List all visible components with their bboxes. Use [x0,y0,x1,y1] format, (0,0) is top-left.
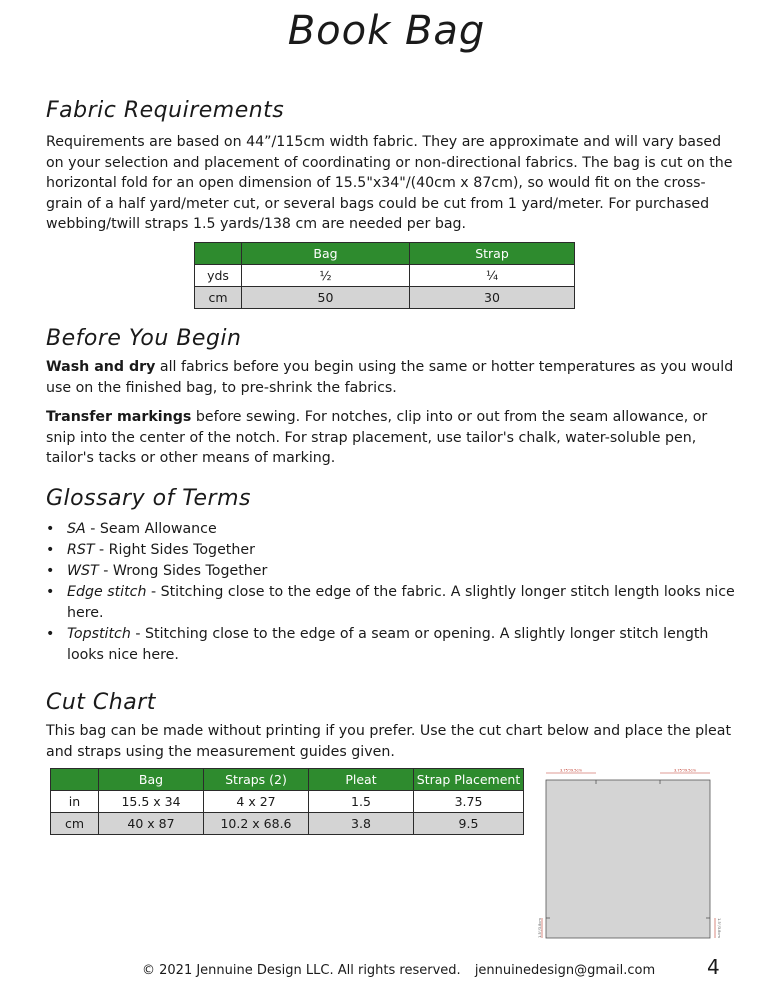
table-cell: 10.2 x 68.6 [204,813,309,835]
fabric-requirements-heading: Fabric Requirements [46,98,285,123]
transfer-bold-text: Transfer markings [46,409,192,425]
table-header-row [195,243,575,265]
glossary-term: SA [67,521,86,537]
table-header-cell: Pleat [309,769,414,791]
list-item [46,624,736,666]
table-cell: 40 x 87 [99,813,204,835]
glossary-definition: - Seam Allowance [85,521,217,537]
right-strap-placement-label: 3.75"/9.5cm [673,768,697,773]
table-cell: cm [195,287,242,309]
cut-chart-text: This bag can be made without printing if you prefer. Use the cut chart below and place the pleat and straps using the measurement guides given. [46,723,732,760]
table-row [195,265,575,287]
glossary-term: Topstitch [67,626,131,642]
table-cell: 15.5 x 34 [99,791,204,813]
table-header-cell [51,769,99,791]
glossary-definition: - Stitching close to the edge of a seam or opening. A slightly longer stitch length looks nice here. [67,626,709,663]
table-header-cell: Strap Placement [414,769,524,791]
table-cell: yds [195,265,242,287]
table-header-cell: Bag [242,243,410,265]
glossary-heading: Glossary of Terms [46,486,251,511]
page-title: Book Bag [287,8,486,54]
wash-bold-text: Wash and dry [46,359,156,375]
bag-cut-diagram [539,768,723,944]
table-row [51,791,524,813]
table-cell: 3.75 [414,791,524,813]
table-header-cell: Bag [99,769,204,791]
glossary-definition: - Right Sides Together [94,542,255,558]
glossary-term: WST [67,563,99,579]
table-cell: 9.5 [414,813,524,835]
cut-chart-heading: Cut Chart [46,690,156,715]
table-cell: 30 [410,287,575,309]
table-cell: in [51,791,99,813]
table-header-cell [195,243,242,265]
cut-chart-table [50,768,524,835]
table-header-row [51,769,524,791]
table-cell: 4 x 27 [204,791,309,813]
glossary-definition: - Stitching close to the edge of the fabric. A slightly longer stitch length looks nice here. [67,584,735,621]
table-cell: 1.5 [309,791,414,813]
glossary-term: Edge stitch [67,584,147,600]
table-row [51,813,524,835]
glossary-list [46,519,736,666]
table-row [195,287,575,309]
table-cell: cm [51,813,99,835]
before-you-begin-heading: Before You Begin [46,326,242,351]
table-header-cell: Straps (2) [204,769,309,791]
page-number: 4 [707,955,720,979]
glossary-term: RST [67,542,95,558]
glossary-definition: - Wrong Sides Together [98,563,268,579]
fabric-requirements-text: Requirements are based on 44”/115cm width fabric. They are approximate and will vary based on your selection and placement of coordinating or non-directional fabrics. The bag is cut on the horizontal fold for an open dimension of 15.5"x34"/(40cm x 87cm), so would fit on the cross-grain of a half yard/meter cut, or several bags could be cut from 1 yard/meter. For purchased webbing/twill straps 1.5 yards/138 cm are needed per bag. [46,134,733,232]
right-pleat-label: 1.5"/3.8cm [717,918,721,938]
left-pleat-label: 1.5"/3.8cm [538,918,542,938]
copyright-text: © 2021 Jennuine Design LLC. All rights reserved. [142,963,461,978]
email-link[interactable]: jennuinedesign@gmail.com [474,963,656,978]
bag-panel [546,780,710,938]
transfer-paragraph [46,407,734,469]
table-cell: ¼ [410,265,575,287]
table-cell: ½ [242,265,410,287]
wash-paragraph [46,357,734,398]
wash-text: all fabrics before you begin using the same or hotter temperatures as you would use on the finished bag, to pre-shrink the fabrics. [46,359,734,396]
list-item [46,519,736,540]
fabric-requirements-table [194,242,575,309]
footer [142,963,655,978]
table-cell: 3.8 [309,813,414,835]
transfer-text: before sewing. For notches, clip into or out from the seam allowance, or snip into the center of the notch. For strap placement, use tailor's chalk, water-soluble pen, tailor's tacks or other means of marking. [46,409,708,466]
list-item [46,582,736,624]
table-cell: 50 [242,287,410,309]
list-item [46,540,736,561]
table-header-cell: Strap [410,243,575,265]
left-strap-placement-label: 3.75"/9.5cm [559,768,583,773]
list-item [46,561,736,582]
